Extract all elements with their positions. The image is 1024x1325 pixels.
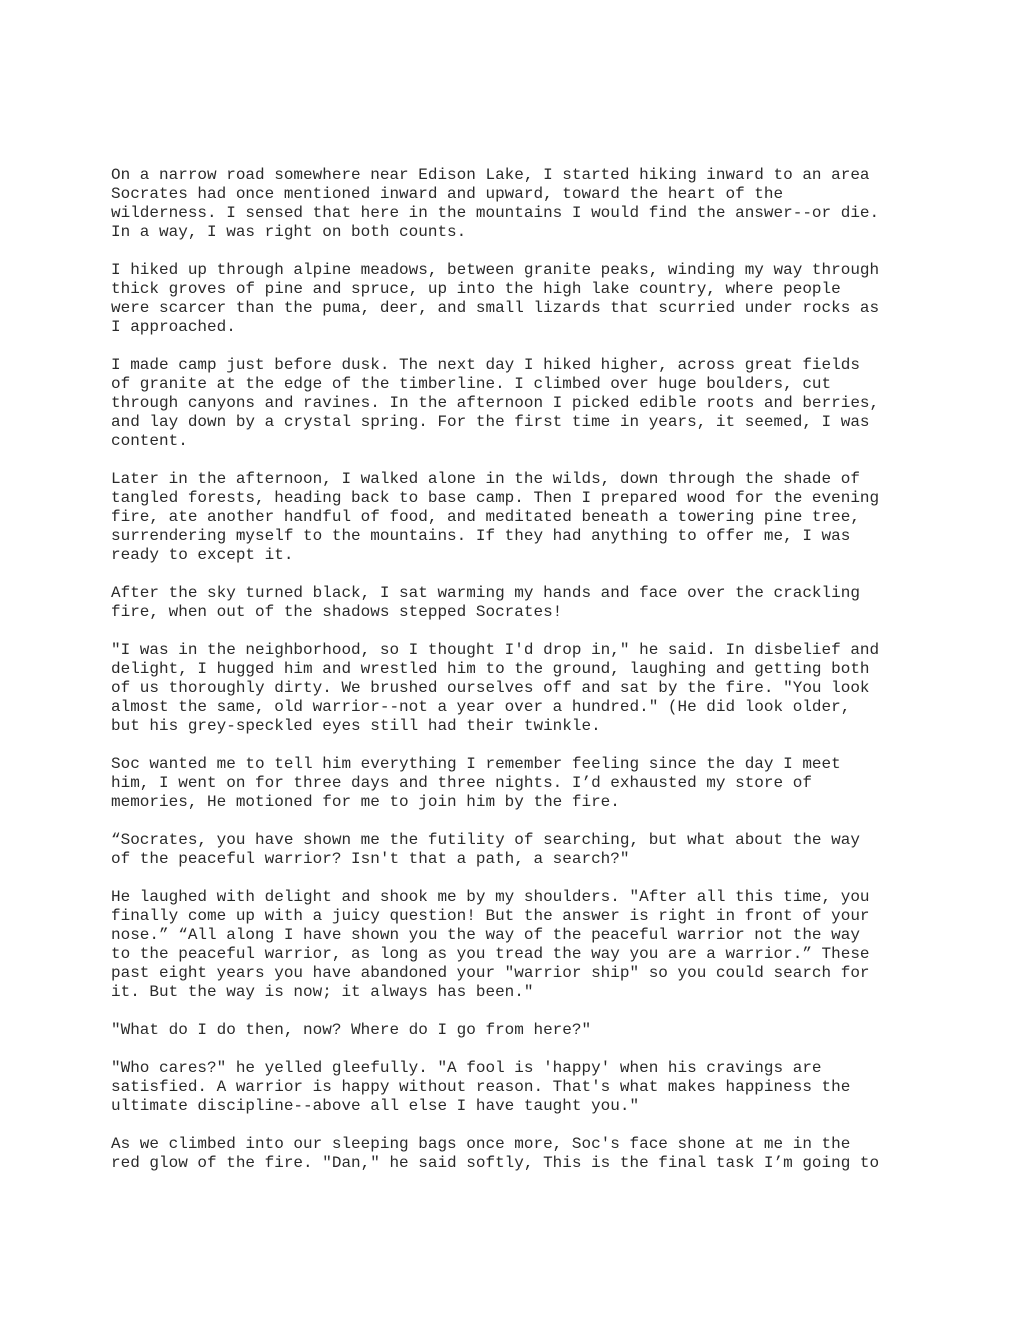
paragraph: [111, 470, 941, 565]
text-line: but his grey-speckled eyes still had their twinkle.: [111, 717, 601, 735]
text-line: satisfied. A warrior is happy without reason. That's what makes happiness the: [111, 1078, 851, 1096]
text-line: past eight years you have abandoned your "warrior ship" so you could search for: [111, 964, 870, 982]
text-line: delight, I hugged him and wrestled him to the ground, laughing and getting both: [111, 660, 870, 678]
text-line: thick groves of pine and spruce, up into the high lake country, where people: [111, 280, 841, 298]
paragraph: [111, 584, 941, 622]
text-line: through canyons and ravines. In the afternoon I picked edible roots and berries,: [111, 394, 880, 412]
paragraph: [111, 641, 941, 736]
text-line: He laughed with delight and shook me by my shoulders. "After all this time, you: [111, 888, 870, 906]
text-line: I made camp just before dusk. The next day I hiked higher, across great fields: [111, 356, 860, 374]
text-line: tangled forests, heading back to base camp. Then I prepared wood for the evening: [111, 489, 880, 507]
text-line: content.: [111, 432, 188, 450]
text-line: surrendering myself to the mountains. If they had anything to offer me, I was: [111, 527, 851, 545]
paragraph: [111, 1135, 941, 1173]
text-line: memories, He motioned for me to join him by the fire.: [111, 793, 620, 811]
text-line: Later in the afternoon, I walked alone in the wilds, down through the shade of: [111, 470, 860, 488]
text-line: were scarcer than the puma, deer, and small lizards that scurried under rocks as: [111, 299, 880, 317]
text-line: finally come up with a juicy question! But the answer is right in front of your: [111, 907, 870, 925]
text-line: As we climbed into our sleeping bags once more, Soc's face shone at me in the: [111, 1135, 851, 1153]
text-line: him, I went on for three days and three nights. I’d exhausted my store of: [111, 774, 812, 792]
text-line: I approached.: [111, 318, 236, 336]
text-line: Socrates had once mentioned inward and upward, toward the heart of the: [111, 185, 784, 203]
paragraph: [111, 831, 941, 869]
text-line: and lay down by a crystal spring. For the first time in years, it seemed, I was: [111, 413, 870, 431]
text-line: "What do I do then, now? Where do I go from here?": [111, 1021, 592, 1039]
paragraph: [111, 356, 941, 451]
text-line: of the peaceful warrior? Isn't that a path, a search?": [111, 850, 630, 868]
text-line: red glow of the fire. "Dan," he said softly, This is the final task I’m going to: [111, 1154, 880, 1172]
text-line: On a narrow road somewhere near Edison Lake, I started hiking inward to an area: [111, 166, 870, 184]
text-line: of us thoroughly dirty. We brushed ourselves off and sat by the fire. "You look: [111, 679, 870, 697]
text-line: to the peaceful warrior, as long as you tread the way you are a warrior.” These: [111, 945, 870, 963]
text-line: fire, ate another handful of food, and meditated beneath a towering pine tree,: [111, 508, 860, 526]
text-line: wilderness. I sensed that here in the mountains I would find the answer--or die.: [111, 204, 880, 222]
text-line: “Socrates, you have shown me the futility of searching, but what about the way: [111, 831, 860, 849]
text-line: In a way, I was right on both counts.: [111, 223, 467, 241]
text-line: Soc wanted me to tell him everything I remember feeling since the day I meet: [111, 755, 841, 773]
text-line: nose.” “All along I have shown you the way of the peaceful warrior not the way: [111, 926, 860, 944]
paragraph: [111, 1059, 941, 1116]
text-line: After the sky turned black, I sat warming my hands and face over the crackling: [111, 584, 860, 602]
paragraph: [111, 888, 941, 1002]
document-body: [111, 166, 941, 1192]
paragraph: [111, 755, 941, 812]
text-line: almost the same, old warrior--not a year over a hundred." (He did look older,: [111, 698, 851, 716]
paragraph: [111, 261, 941, 337]
paragraph: [111, 1021, 941, 1040]
text-line: fire, when out of the shadows stepped Socrates!: [111, 603, 563, 621]
text-line: I hiked up through alpine meadows, between granite peaks, winding my way through: [111, 261, 880, 279]
text-line: "Who cares?" he yelled gleefully. "A fool is 'happy' when his cravings are: [111, 1059, 822, 1077]
text-line: of granite at the edge of the timberline. I climbed over huge boulders, cut: [111, 375, 832, 393]
paragraph: [111, 166, 941, 242]
text-line: "I was in the neighborhood, so I thought I'd drop in," he said. In disbelief and: [111, 641, 880, 659]
text-line: ready to except it.: [111, 546, 294, 564]
text-line: it. But the way is now; it always has been.": [111, 983, 534, 1001]
text-line: ultimate discipline--above all else I have taught you.": [111, 1097, 640, 1115]
